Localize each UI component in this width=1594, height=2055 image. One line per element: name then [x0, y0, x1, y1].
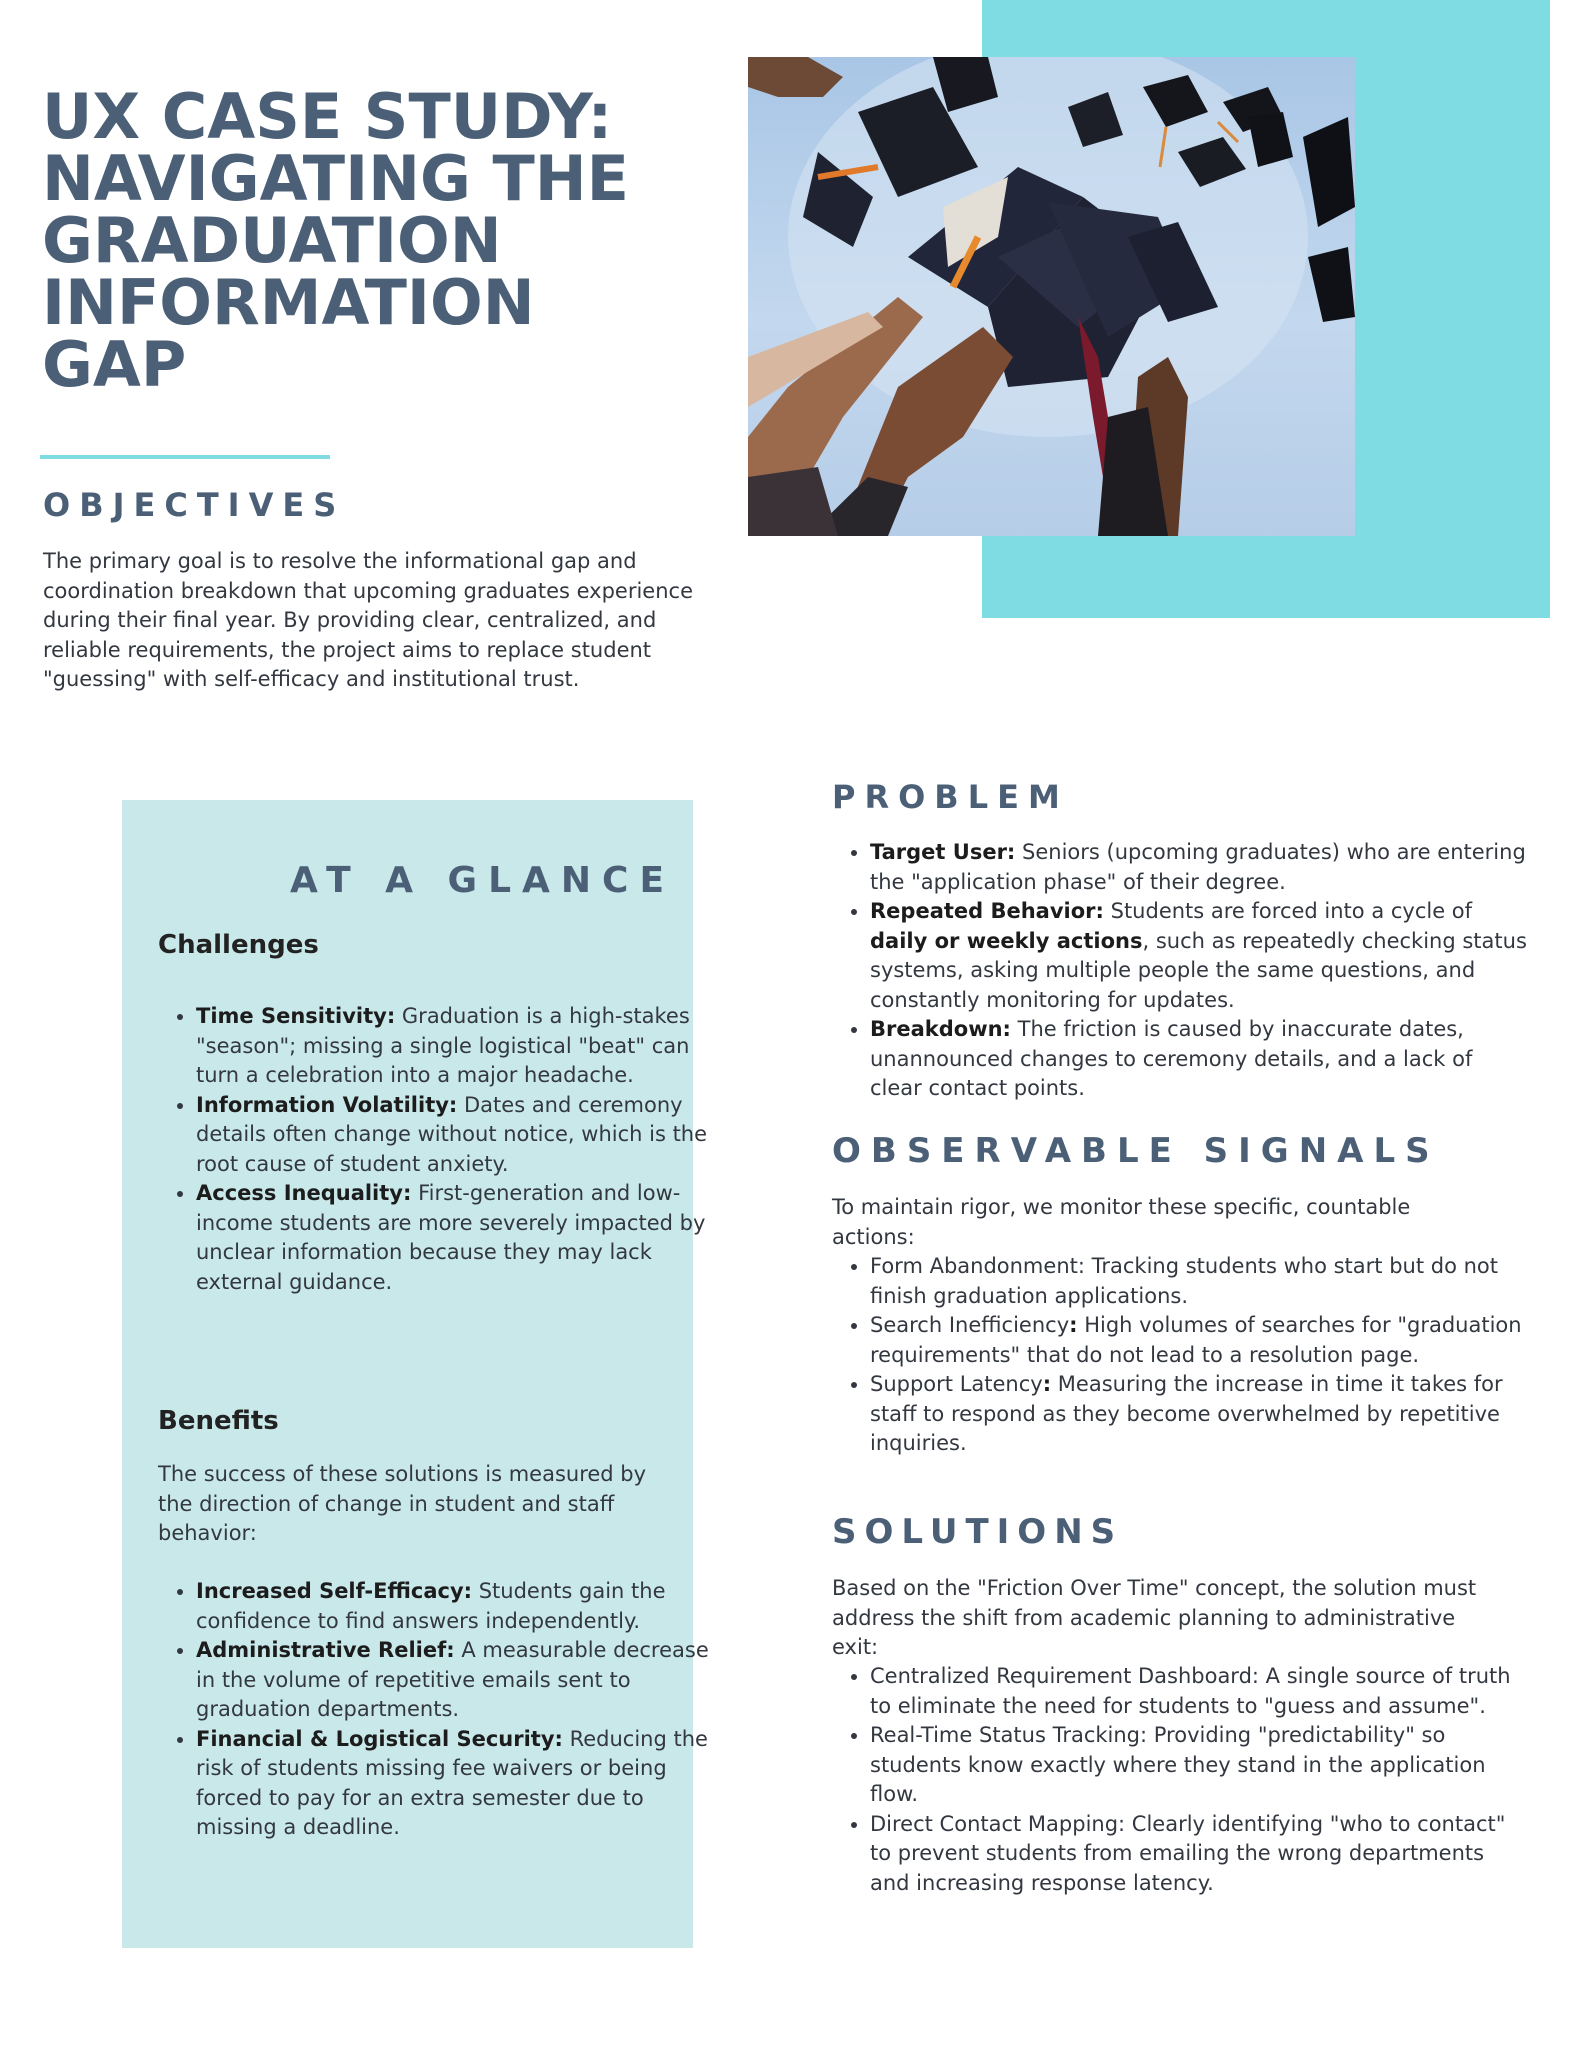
item-text: , such as repeatedly checking status systems, asking multiple people the same questions, and constantly monitoring for updates. [870, 928, 1527, 1012]
item-text: Students are forced into a cycle of [1103, 899, 1473, 923]
solutions-heading: SOLUTIONS [832, 1512, 1124, 1552]
list-item [870, 1370, 1530, 1459]
title-divider [40, 455, 330, 459]
list-item [196, 1636, 726, 1725]
list-item: • Real-Time Status Tracking: Providing "predictability" so students know exactly where they stand in the application flow. [870, 1721, 1530, 1810]
item-text: The friction is caused by inaccurate dates, unannounced changes to ceremony details, and a lack of clear contact points. [870, 1017, 1473, 1100]
item-text: Students gain the confidence to find answers independently. [196, 1579, 666, 1633]
item-label: Information Volatility: [196, 1092, 458, 1117]
item-label: Administrative Relief: [196, 1638, 455, 1662]
item-label: Access Inequality: [196, 1181, 412, 1205]
list-item: • Direct Contact Mapping: Clearly identifying "who to contact" to prevent students from emailing the wrong departments and increasing response latency. [870, 1810, 1530, 1899]
list-item [196, 1725, 726, 1843]
list-item [870, 838, 1530, 897]
list-item [870, 897, 1530, 1015]
page-title: UX CASE STUDY: NAVIGATING THE GRADUATION INFORMATION GAP [42, 80, 630, 401]
item-label: Increased Self-Efficacy: [196, 1579, 473, 1603]
problem-heading: PROBLEM [832, 778, 1069, 816]
item-text: A measurable decrease in the volume of repetitive emails sent to graduation departments. [196, 1638, 709, 1721]
item-label: Repeated Behavior: [870, 899, 1104, 923]
list-item [196, 1002, 716, 1091]
observable-signals-list [832, 1252, 1530, 1459]
benefits-heading: Benefits [158, 1406, 279, 1436]
item-label: Time Sensitivity: [196, 1004, 396, 1028]
list-item [870, 1311, 1530, 1370]
item-text: Measuring the increase in time it takes for staff to respond as they become overwhelmed by repetitive inquiries. [870, 1372, 1503, 1455]
item-emphasis: daily or weekly actions [870, 928, 1143, 953]
list-item [196, 1179, 716, 1297]
list-item: • Centralized Requirement Dashboard: A single source of truth to eliminate the need for students to "guess and assume". [870, 1662, 1530, 1721]
benefits-list [158, 1577, 726, 1843]
observable-signals-intro: To maintain rigor, we monitor these specific, countable actions: [832, 1195, 1411, 1249]
objectives-body: The primary goal is to resolve the informational gap and coordination breakdown that upcoming graduates experience during their final year. By providing clear, centralized, and reliable requirements, the project aims to replace student "guessing" with self-efficacy and institutional trust. [43, 549, 694, 691]
graduation-caps-photo-icon [748, 57, 1355, 536]
item-text: High volumes of searches for "graduation requirements" that do not lead to a resolution page. [870, 1313, 1522, 1367]
item-text: Reducing the risk of students missing fee waivers or being forced to pay for an extra semester due to missing a deadline. [196, 1726, 708, 1839]
list-item [196, 1091, 716, 1180]
list-item [196, 1577, 726, 1636]
solutions-intro: Based on the "Friction Over Time" concept, the solution must address the shift from academic planning to administrative exit: [832, 1576, 1477, 1659]
item-label: Search Inefficiency [870, 1313, 1070, 1337]
solutions-list [832, 1662, 1530, 1898]
at-a-glance-heading: AT A GLANCE [290, 860, 676, 901]
challenges-list [158, 1002, 716, 1297]
item-text: Dates and ceremony details often change without notice, which is the root cause of student anxiety. [196, 1092, 708, 1176]
item-colon: : [1042, 1372, 1052, 1396]
challenges-heading: Challenges [158, 930, 319, 960]
item-label: Target User: [870, 840, 1016, 864]
problem-list [832, 838, 1530, 1104]
item-colon: : [1069, 1313, 1078, 1337]
item-text: First-generation and low-income students are more severely impacted by unclear information because they may lack external guidance. [196, 1181, 706, 1294]
benefits-intro: The success of these solutions is measured by the direction of change in student and staff behavior: [158, 1462, 647, 1545]
item-label: Form Abandonment: [870, 1254, 1085, 1278]
item-text: Seniors (upcoming graduates) who are entering the "application phase" of their degree. [870, 840, 1526, 894]
list-item [870, 1015, 1530, 1104]
observable-signals-heading: OBSERVABLE SIGNALS [832, 1131, 1440, 1171]
item-label: Financial & Logistical Security: [196, 1726, 563, 1751]
objectives-heading: OBJECTIVES [43, 486, 346, 524]
item-text: Graduation is a high-stakes "season"; missing a single logistical "beat" can turn a celebration into a major headache. [196, 1004, 690, 1087]
item-label: Support Latency [870, 1372, 1043, 1396]
list-item [870, 1252, 1530, 1311]
item-text: Tracking students who start but do not finish graduation applications. [870, 1254, 1498, 1308]
item-label: Breakdown: [870, 1017, 1011, 1041]
